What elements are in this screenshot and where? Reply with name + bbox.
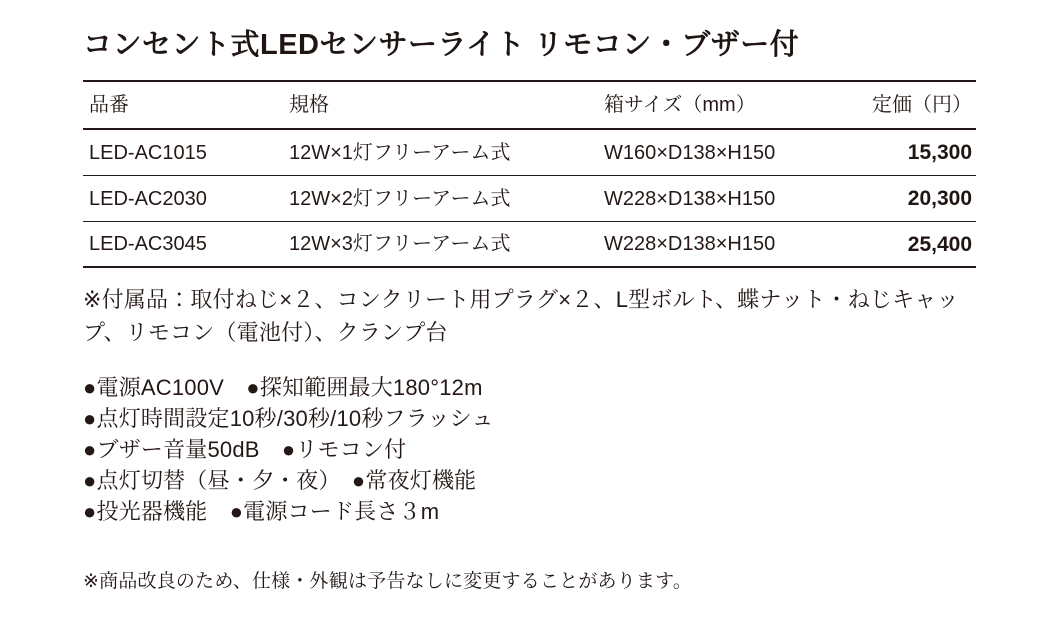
feature-line: ●点灯切替（昼・夕・夜） ●常夜灯機能 [83,468,477,493]
spec-value: 12W×2灯フリーアーム式 [289,187,511,210]
table-row [83,176,976,222]
box-size-value: W228×D138×H150 [604,233,776,255]
accessories-note-line: ※付属品：取付ねじ×２、コンクリート用プラグ×２、L型ボルト、蝶ナット・ねじキャッ [83,287,959,312]
price-value: 20,300 [907,187,972,210]
price-value: 15,300 [907,141,972,164]
col-header-box-size: 箱サイズ（mm） [604,94,756,116]
table-header-row [83,82,976,130]
feature-line: ●ブザー音量50dB ●リモコン付 [83,437,407,462]
disclaimer: ※商品改良のため、仕様・外観は予告なしに変更することがあります。 [83,571,693,592]
price-value: 25,400 [907,232,972,256]
box-size-value: W228×D138×H150 [604,187,776,210]
col-header-spec: 規格 [289,94,329,116]
col-header-price: 定価（円） [872,94,972,116]
table-row [83,130,976,176]
spec-value: 12W×1灯フリーアーム式 [289,141,511,164]
accessories-note-line: プ、リモコン（電池付）、クランプ台 [83,320,448,345]
page-title: コンセント式LEDセンサーライト リモコン・ブザー付 [83,29,800,61]
part-no-value: LED-AC3045 [89,233,207,255]
accessories-note [83,283,976,349]
table-row [83,222,976,268]
part-no-value: LED-AC2030 [89,187,207,210]
part-no-value: LED-AC1015 [89,141,207,164]
feature-list [83,372,975,527]
box-size-value: W160×D138×H150 [604,141,776,164]
feature-line: ●投光器機能 ●電源コード長さ３m [83,499,440,524]
col-header-part-no: 品番 [89,94,129,116]
spec-value: 12W×3灯フリーアーム式 [289,233,511,255]
feature-line: ●電源AC100V ●探知範囲最大180°12m [83,375,483,400]
feature-line: ●点灯時間設定10秒/30秒/10秒フラッシュ [83,406,494,431]
spec-table [83,80,976,268]
